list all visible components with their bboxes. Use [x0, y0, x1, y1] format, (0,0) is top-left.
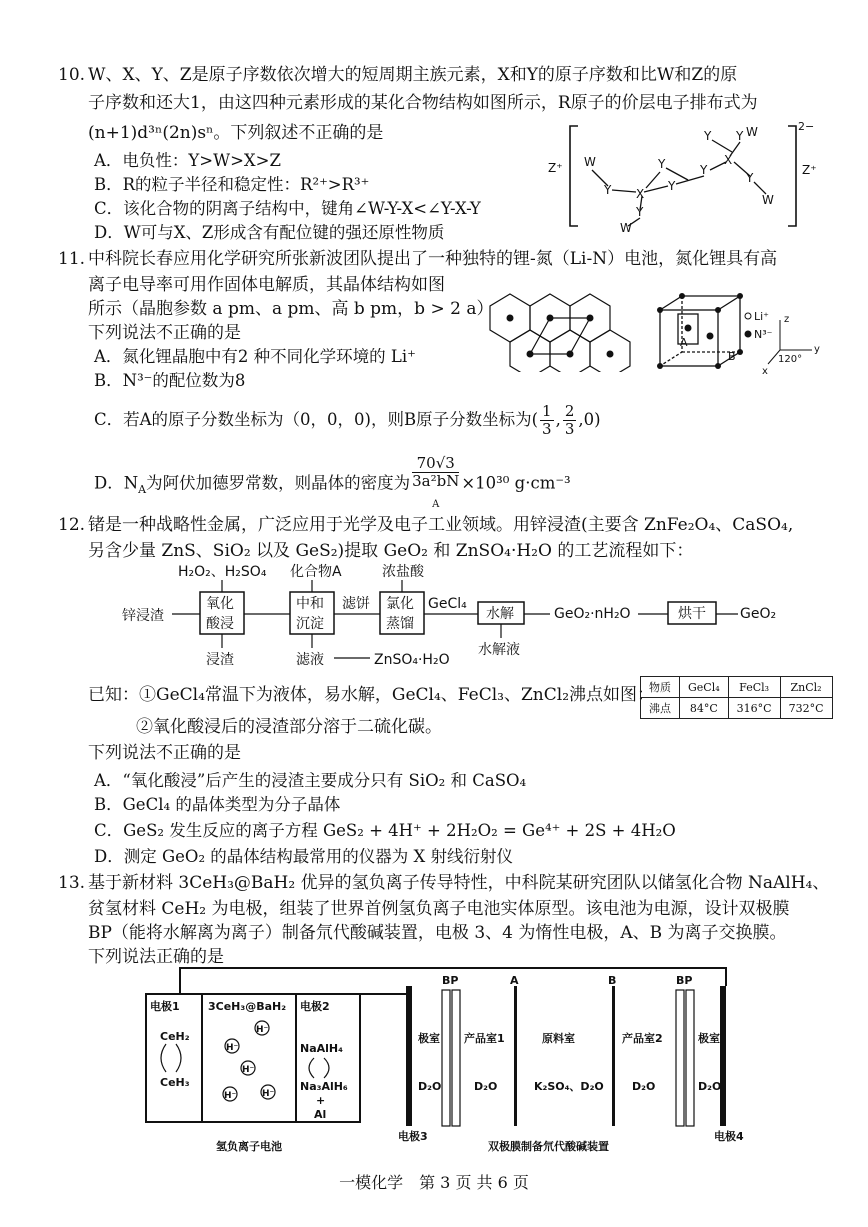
table-cell: 沸点 — [641, 698, 680, 719]
q12-ask: 下列说法不正确的是 — [88, 743, 241, 763]
step-chlorinate-a: 氯化 — [386, 596, 414, 612]
battery-caption: 氢负离子电池 — [216, 1140, 282, 1153]
q11-hexagonal-lattice — [488, 292, 636, 372]
q13-battery-device-diagram — [136, 962, 756, 1162]
q10-line2: 子序数和还大1，由这四种元素形成的某化合物结构如图所示，R原子的价层电子排布式为 — [88, 93, 758, 113]
q11-option-d — [94, 455, 571, 513]
comma: , — [555, 410, 561, 429]
q11-line3: 所示（晶胞参数 a pm、a pm、高 b pm，b > 2 a） — [88, 299, 494, 319]
sub-a: A — [138, 482, 147, 496]
q10-option-d: D．W可与X、Z形成含有配位键的强还原性物质 — [94, 223, 445, 242]
hydride-ion: H⁻ — [256, 1025, 269, 1035]
w-atom: W — [762, 193, 774, 207]
q12-option-d: D．测定 GeO₂ 的晶体结构最常用的仪器为 X 射线衍射仪 — [94, 847, 514, 866]
w-atom: W — [620, 221, 632, 235]
point-a-label: A — [680, 336, 688, 349]
electrode-3-label: 电极3 — [398, 1130, 428, 1143]
zinc-residue-label: 锌浸渣 — [122, 608, 164, 624]
q13-line4: 下列说法正确的是 — [88, 947, 224, 967]
chamber-electrode-left: 极室 — [418, 1032, 440, 1045]
content-k2so4-d2o: K₂SO₄、D₂O — [534, 1080, 604, 1093]
step-chlorinate-b: 蒸馏 — [386, 616, 414, 632]
reagent-hcl: 浓盐酸 — [382, 564, 424, 580]
bp-membrane-label: BP — [676, 974, 693, 987]
hydride-ion: H⁻ — [242, 1065, 255, 1075]
q12-option-a: A．“氧化酸浸”后产生的浸渣主要成分只有 SiO₂ 和 CaSO₄ — [94, 771, 527, 790]
naalh4-label: NaAlH₄ — [300, 1042, 343, 1055]
table-cell: 732°C — [780, 698, 832, 719]
q12-process-flowchart — [118, 560, 798, 672]
x-atom: X — [636, 187, 645, 201]
step-hydrolysis: 水解 — [486, 606, 514, 622]
chamber-raw-material: 原料室 — [542, 1032, 575, 1045]
fraction-one-third — [540, 403, 554, 438]
frac-num: 1 — [542, 402, 552, 420]
content-d2o: D₂O — [632, 1080, 656, 1093]
q11-line1: 中科院长春应用化学研究所张新波团队提出了一种独特的锂-氮（Li-N）电池，氮化锂具有高 — [88, 249, 778, 269]
q11-option-c-text: C．若A的原子分数坐标为（0，0，0)，则B原子分数坐标为( — [94, 410, 539, 429]
device-caption: 双极膜制备氘代酸碱装置 — [488, 1140, 609, 1153]
density-fraction — [412, 455, 459, 513]
q11-option-d-text: 为阿伏加德罗常数，则晶体的密度为 — [146, 473, 411, 493]
ceh2-label: CeH₂ — [160, 1030, 190, 1043]
point-b-label: B — [728, 350, 736, 363]
y-atom: Y — [746, 171, 754, 185]
frac-den: 3 — [564, 420, 575, 438]
y-atom: Y — [636, 205, 644, 219]
q12-line1: 锗是一种战略性金属，广泛应用于光学及电子工业领域。用锌浸渣(主要含 ZnFe₂O₄、CaSO₄, — [88, 515, 794, 535]
y-atom: Y — [604, 183, 612, 197]
axis-x: x — [762, 366, 768, 376]
q12-option-b: B．GeCl₄ 的晶体类型为分子晶体 — [94, 795, 341, 814]
hydride-ion: H⁻ — [224, 1091, 237, 1101]
electrode-1-label: 电极1 — [150, 1000, 180, 1013]
q12-known2: ②氧化酸浸后的浸渣部分溶于二硫化碳。 — [136, 717, 442, 737]
w-atom: W — [746, 125, 758, 139]
q12-line2: 另含少量 ZnS、SiO₂ 以及 GeS₂)提取 GeO₂ 和 ZnSO₄·H₂O 的工艺流程如下： — [88, 541, 694, 561]
bp-membrane-label: BP — [442, 974, 459, 987]
w-atom: W — [584, 155, 596, 169]
fraction-two-thirds — [563, 403, 577, 438]
frac-den — [412, 473, 459, 513]
step-drying: 烘干 — [678, 606, 706, 622]
al-label: Al — [314, 1108, 327, 1121]
filtrate-label: 滤液 — [296, 652, 324, 668]
electrode-2-label: 电极2 — [300, 1000, 330, 1013]
x-atom: X — [724, 153, 733, 167]
q12-option-c: C．GeS₂ 发生反应的离子方程 GeS₂ + 4H⁺ + 2H₂O₂ = Ge⁴⁺ + 2S + 4H₂O — [94, 821, 676, 840]
reagent-compound-a: 化合物A — [290, 564, 342, 580]
content-d2o: D₂O — [474, 1080, 498, 1093]
q13-number: 13. — [58, 873, 86, 893]
q11-unit-cell — [650, 290, 830, 376]
q11-option-c-tail: ,0) — [578, 410, 601, 429]
hydride-ion: H⁻ — [226, 1043, 239, 1053]
frac-num: 70√3 — [412, 455, 459, 473]
page-footer: 一模化学 第 3 页 共 6 页 — [339, 1173, 529, 1192]
table-cell: 316°C — [728, 698, 780, 719]
q10-option-a: A．电负性：Y>W>X>Z — [94, 151, 281, 170]
ceh3-label: CeH₃ — [160, 1076, 190, 1089]
q13-line2: 贫氢材料 CeH₂ 为电极，组装了世界首例氢负离子电池实体原型。该电池为电源，设计双极膜 — [88, 899, 790, 919]
content-d2o: D₂O — [698, 1080, 722, 1093]
q13-line1: 基于新材料 3CeH₃@BaH₂ 优异的氢负离子传导特性，中科院某研究团队以储氢化合物 NaAlH₄、 — [88, 873, 830, 893]
hydrolysate-label: 水解液 — [478, 642, 520, 658]
q10-structure-diagram — [540, 118, 840, 236]
legend-n: N³⁻ — [754, 328, 773, 341]
q11-option-c — [94, 403, 601, 438]
znso4-product: ZnSO₄·H₂O — [374, 652, 450, 668]
q11-option-a: A．氮化锂晶胞中有2 种不同化学环境的 Li⁺ — [94, 347, 416, 366]
y-atom: Y — [704, 129, 712, 143]
frac-den: 3 — [542, 420, 552, 438]
y-atom: Y — [736, 129, 744, 143]
axis-y: y — [814, 344, 820, 355]
den-text: 3a²bN — [412, 472, 460, 490]
gecl4-label: GeCl₄ — [428, 596, 467, 612]
q12-known1: 已知：①GeCl₄常温下为液体，易水解，GeCl₄、FeCl₃、ZnCl₂沸点如图： — [88, 685, 655, 705]
electrolyte-label: 3CeH₃@BaH₂ — [208, 1000, 287, 1013]
table-header-cell: 物质 — [641, 677, 680, 698]
q11-option-d-na: D．N — [94, 473, 139, 493]
q11-option-b: B．N³⁻的配位数为8 — [94, 371, 246, 390]
axis-z: z — [784, 314, 790, 325]
membrane-b-label: B — [608, 974, 617, 987]
hydride-ion: H⁻ — [262, 1089, 275, 1099]
reagent-h2o2-h2so4: H₂O₂、H₂SO₄ — [178, 564, 267, 580]
q10-line1: W、X、Y、Z是原子序数依次增大的短周期主族元素，X和Y的原子序数和比W和Z的原 — [88, 65, 738, 85]
boiling-point-table — [640, 676, 833, 719]
q13-line3: BP（能将水解离为离子）制备氘代酸碱装置，电极 3、4 为惰性电极，A、B 为离子交换膜。 — [88, 923, 787, 943]
q10-number: 10. — [58, 65, 86, 85]
hydrate-label: GeO₂·nH₂O — [554, 606, 631, 622]
q11-option-d-tail: ×10³⁰ g·cm⁻³ — [461, 473, 571, 493]
q11-line2: 离子电导率可用作固体电解质，其晶体结构如图 — [88, 275, 445, 295]
z-cation-left: Z⁺ — [548, 161, 563, 175]
product-geo2: GeO₂ — [740, 606, 777, 622]
table-header-cell: FeCl₃ — [728, 677, 780, 698]
electrode-4-label: 电极4 — [714, 1130, 744, 1143]
step-oxidation-b: 酸浸 — [206, 616, 234, 632]
membrane-a-label: A — [510, 974, 519, 987]
y-atom: Y — [668, 179, 676, 193]
q11-line4: 下列说法不正确的是 — [88, 323, 241, 343]
table-cell: 84°C — [680, 698, 729, 719]
angle-label: 120° — [778, 354, 803, 365]
na3alh6-label: Na₃AlH₆ — [300, 1080, 348, 1093]
y-atom: Y — [658, 157, 666, 171]
content-d2o: D₂O — [418, 1080, 442, 1093]
step-oxidation-a: 氧化 — [206, 596, 234, 612]
plus-sign: + — [316, 1094, 326, 1107]
chamber-product-1: 产品室1 — [464, 1032, 505, 1045]
table-header-cell: ZnCl₂ — [780, 677, 832, 698]
filter-cake-label: 滤饼 — [342, 596, 370, 612]
step-neutralize-b: 沉淀 — [296, 616, 324, 632]
step-neutralize-a: 中和 — [296, 596, 324, 612]
den-sub: A — [432, 499, 440, 510]
z-cation-right: Z⁺ — [802, 163, 817, 177]
legend-li: Li⁺ — [754, 310, 769, 323]
anion-charge: 2− — [798, 120, 815, 133]
y-atom: Y — [700, 163, 708, 177]
q10-option-b: B．R的粒子半径和稳定性：R²⁺>R³⁺ — [94, 175, 370, 194]
q10-line3: (n+1)d³ⁿ(2n)sⁿ。下列叙述不正确的是 — [88, 123, 384, 143]
q10-option-c: C．该化合物的阴离子结构中，键角∠W-Y-X<∠Y-X-Y — [94, 199, 481, 218]
chamber-electrode-right: 极室 — [698, 1032, 720, 1045]
q12-number: 12. — [58, 515, 86, 535]
table-header-cell: GeCl₄ — [680, 677, 729, 698]
q11-number: 11. — [58, 249, 86, 269]
residue-label: 浸渣 — [206, 652, 234, 668]
chamber-product-2: 产品室2 — [622, 1032, 663, 1045]
frac-num: 2 — [564, 402, 575, 420]
